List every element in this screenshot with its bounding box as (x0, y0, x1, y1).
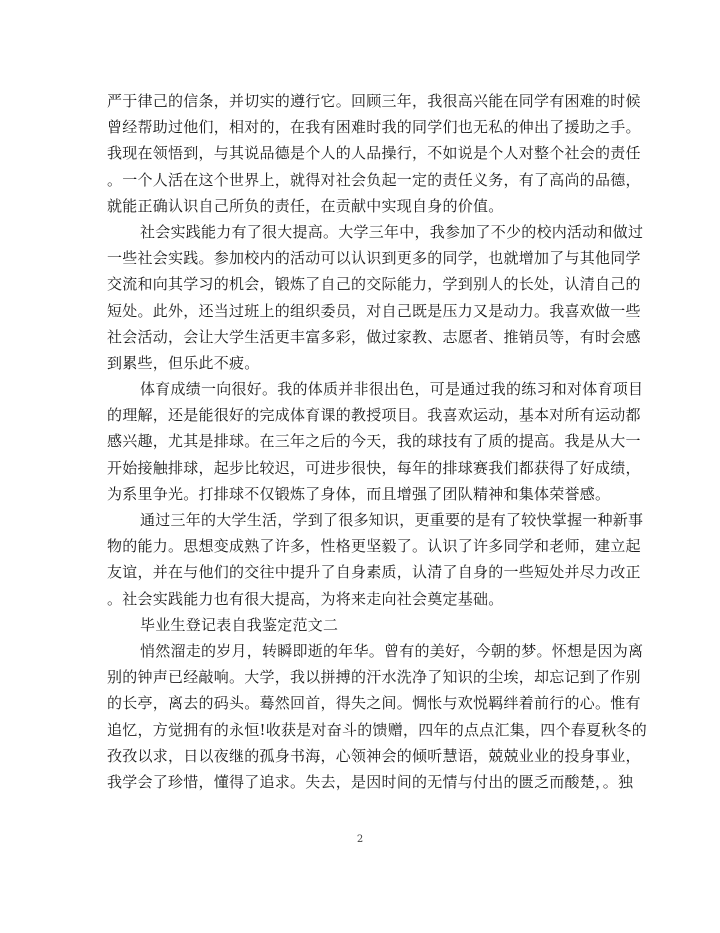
text-line: 孜孜以求，日以夜继的孤身书海，心领神会的倾听慧语，兢兢业业的投身事业， (107, 746, 641, 765)
text-line: 我现在领悟到，与其说品德是个人的人品操行，不如说是个人对整个社会的责任 (107, 144, 641, 163)
text-line: 的长亭，离去的码头。蓦然回首，得失之间。惆怅与欢悦羁绊着前行的心。惟有 (107, 694, 641, 713)
text-line: 通过三年的大学生活，学到了很多知识，更重要的是有了较快掌握一种新事 (140, 511, 644, 529)
text-line: 追忆，方觉拥有的永恒!收获是对奋斗的馈赠，四年的点点汇集，四个春夏秋冬的 (107, 720, 648, 739)
text-line: 毕业生登记表自我鉴定范文二 (140, 615, 339, 634)
text-line: 。一个人活在这个世界上，就得对社会负起一定的责任义务，有了高尚的品德， (107, 170, 641, 189)
text-line: 交流和向其学习的机会，锻炼了自己的交际能力，学到别人的长处，认清自己的 (107, 275, 641, 294)
text-line: 我学会了珍惜，懂得了追求。失去，是因时间的无情与付出的匮乏而酸楚，。独 (107, 772, 634, 791)
text-line: 一些社会实践。参加校内的活动可以认识到更多的同学，也就增加了与其他同学 (107, 249, 641, 268)
text-line: 严于律己的信条，并切实的遵行它。回顾三年，我很高兴能在同学有困难的时候 (107, 92, 641, 110)
text-line: 短处。此外，还当过班上的组织委员，对自己既是压力又是动力。我喜欢做一些 (107, 301, 641, 320)
page-number: 2 (356, 834, 364, 845)
text-line: 友谊，并在与他们的交往中提升了自身素质，认清了自身的一些短处并尽力改正 (107, 563, 641, 582)
text-line: 悄然溜走的岁月，转瞬即逝的年华。曾有的美好，今朝的梦。怀想是因为离 (140, 641, 644, 660)
text-line: 别的钟声已经敲响。大学，我以拼搏的汗水洗净了知识的尘埃，却忘记到了作别 (107, 668, 641, 687)
text-line: 感兴趣，尤其是排球。在三年之后的今天，我的球技有了质的提高。我是从大一 (107, 432, 641, 451)
text-line: 。社会实践能力也有很大提高，为将来走向社会奠定基础。 (107, 589, 504, 608)
text-line: 社会活动，会让大学生活更丰富多彩，做过家教、志愿者、推销员等，有时会感 (107, 327, 641, 346)
text-line: 曾经帮助过他们，相对的，在我有困难时我的同学们也无私的伸出了援助之手。 (107, 118, 641, 137)
text-line: 到累些，但乐此不疲。 (107, 353, 260, 372)
text-line: 就能正确认识自己所负的责任，在贡献中实现自身的价值。 (107, 196, 504, 215)
text-line: 开始接触排球，起步比较迟，可进步很快，每年的排球赛我们都获得了好成绩， (107, 458, 641, 477)
text-line: 为系里争光。打排球不仅锻炼了身体，而且增强了团队精神和集体荣誉感。 (107, 484, 611, 503)
text-line: 的理解，还是能很好的完成体育课的教授项目。我喜欢运动，基本对所有运动都 (107, 406, 641, 425)
text-line: 体育成绩一向很好。我的体质并非很出色，可是通过我的练习和对体育项目 (140, 380, 644, 399)
text-line: 物的能力。思想变成熟了许多，性格更坚毅了。认识了许多同学和老师，建立起 (107, 537, 641, 556)
document-body (107, 88, 648, 795)
text-line: 社会实践能力有了很大提高。大学三年中，我参加了不少的校内活动和做过 (140, 222, 644, 241)
